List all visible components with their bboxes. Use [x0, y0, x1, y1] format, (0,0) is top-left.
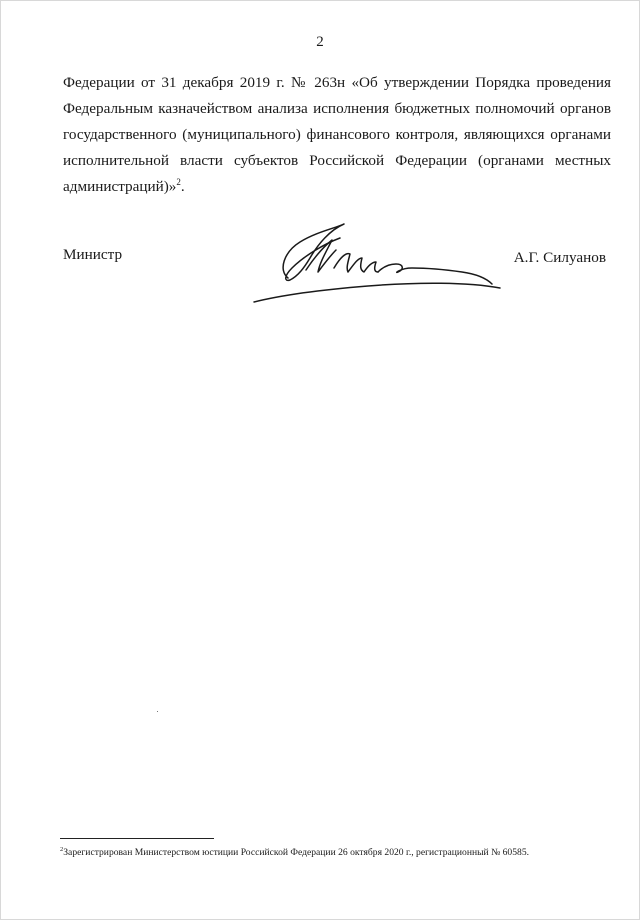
- footnote-divider: [60, 838, 214, 839]
- page-number: 2: [316, 34, 324, 50]
- footnote-marker: 2: [60, 845, 64, 853]
- handwritten-signature: [248, 218, 508, 314]
- signatory-name: А.Г. Силуанов: [513, 249, 606, 266]
- body-paragraph-text: Федерации от 31 декабря 2019 г. № 263н «Об утверждении Порядка проведения Федеральным казначейством анализа исполнения бюджетных полномочий органов государственного (муниципального) финансового контроля, являющихся органами исполнительной власти субъектов Российской Федерации (органами местных администраций)»: [63, 74, 611, 195]
- signatory-title: Министр: [63, 246, 123, 263]
- body-paragraph: [63, 70, 611, 200]
- footnote: [60, 846, 620, 859]
- body-end-punctuation: .: [180, 178, 185, 195]
- scan-speck: [157, 711, 158, 712]
- footnote-reference: 2: [176, 176, 181, 187]
- footnote-text: Зарегистрирован Министерством юстиции Российской Федерации 26 октября 2020 г., регистрационный № 60585.: [63, 847, 530, 858]
